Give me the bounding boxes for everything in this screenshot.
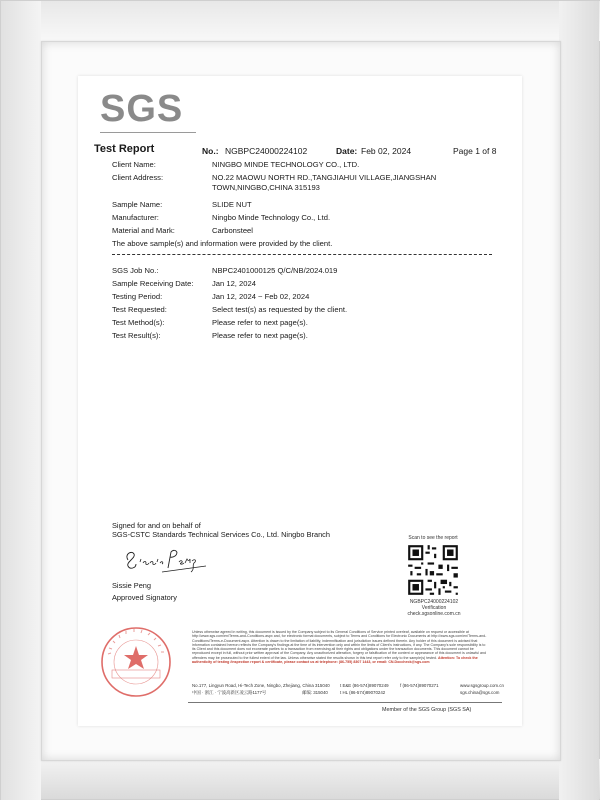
- material: Carbonsteel: [212, 226, 253, 235]
- receiving-date: Jan 12, 2024: [212, 279, 256, 288]
- sgs-member-note: Member of the SGS Group (SGS SA): [382, 707, 472, 713]
- frame-left: [1, 1, 41, 800]
- terms-fine-print: [192, 630, 488, 664]
- job-number: NBPC2401000125 Q/C/NB/2024.019: [212, 266, 338, 275]
- qr-report-code: NGBPC24000224102: [409, 599, 459, 605]
- qr-site: check.sgsonline.com.cn: [407, 611, 461, 617]
- qr-caption: Scan to see the report: [408, 535, 458, 541]
- testing-period: Jan 12, 2024 ~ Feb 02, 2024: [212, 292, 310, 301]
- client-name: NINGBO MINDE TECHNOLOGY CO., LTD.: [212, 160, 360, 169]
- signed-on-behalf: Signed for and on behalf of: [112, 521, 201, 530]
- terms-body: Unless otherwise agreed in writing, this document is issued by the Company subject to its General Conditions of Service printed overleaf, available on request or accessible at http://www.sgs.com/en/Terms-and-Conditions.aspx and, for electronic format documents, subject to Terms and Conditions for Electronic Documents at http://www.sgs.com/en/Terms-and-Conditions/Terms-e-Document.aspx. Attention is drawn to the limitation of liability, indemnification and jurisdiction issues defined therein. Any holder of this document is advised that information contained hereon reflects the Company's findings at the time of its intervention only and within the limits of Client's instructions, if any. The Company's sole responsibility is to its Client and this document does not exonerate parties to a transaction from exercising all their rights and obligations under the transaction documents. This document cannot be reproduced except in full, without prior written approval of the Company. Any unauthorized alteration, forgery or falsification of the content or appearance of this document is unlawful and offenders may be prosecuted to the fullest extent of the law. Unless otherwise stated the results shown in this test report refer only to the sample(s) tested.: [192, 630, 487, 660]
- signing-company: SGS-CSTC Standards Technical Services Co., Ltd. Ningbo Branch: [112, 530, 330, 539]
- client-name-label: Client Name:: [112, 160, 156, 169]
- footer-email[interactable]: sgs.china@sgs.com: [460, 690, 500, 695]
- sample-name-label: Sample Name:: [112, 200, 163, 209]
- dashed-divider: [112, 254, 492, 255]
- report-date-label: Date:: [336, 146, 358, 156]
- test-method-label: Test Method(s):: [112, 318, 165, 327]
- page-indicator: Page 1 of 8: [453, 146, 497, 156]
- report-title: Test Report: [94, 143, 155, 155]
- footer-tel-en: t E&E (86-574)89070249: [340, 683, 389, 688]
- receiving-date-label: Sample Receiving Date:: [112, 279, 194, 288]
- job-number-label: SGS Job No.:: [112, 266, 159, 275]
- test-method: Please refer to next page(s).: [212, 318, 308, 327]
- client-address-label: Client Address:: [112, 173, 164, 182]
- manufacturer: Ningbo Minde Technology Co., Ltd.: [212, 213, 331, 222]
- footer-fax-en: f (86-574)89070271: [400, 683, 439, 688]
- report-number: NGBPC24000224102: [225, 146, 308, 156]
- test-result: Please refer to next page(s).: [212, 331, 308, 340]
- frame-top: [1, 1, 600, 41]
- sample-note: The above sample(s) and information were provided by the client.: [112, 239, 333, 248]
- verification-qr-code[interactable]: [406, 543, 460, 597]
- footer-address-cn: 中国 · 浙江 · 宁波高新区凌云路1177号: [192, 690, 267, 695]
- test-result-label: Test Result(s):: [112, 331, 161, 340]
- sgs-logo-text: SGS: [100, 88, 184, 130]
- report-date: Feb 02, 2024: [361, 146, 412, 156]
- client-address: NO.22 MAOWU NORTH RD.,TANGJIAHUI VILLAGE,JIANGSHAN TOWN,NINGBO,CHINA 315193: [212, 173, 437, 192]
- footer-divider: [188, 702, 502, 703]
- sgs-logo: [100, 88, 196, 130]
- frame-right: [559, 1, 599, 800]
- testing-period-label: Testing Period:: [112, 292, 163, 301]
- company-seal-stamp: [98, 624, 174, 700]
- test-report-document: [78, 76, 522, 726]
- signatory-name: Sissie Peng: [112, 581, 152, 590]
- qr-verification: Verification: [421, 605, 447, 611]
- test-requested-label: Test Requested:: [112, 305, 167, 314]
- footer-tel-cn: t HL (86-574)89070242: [340, 690, 386, 695]
- authenticity-notice: Attention: To check the authenticity of testing /inspection report & certificate, please contact us at telephone: (86-755) 8307 1443, or email: CN.Doccheck@sgs.com: [192, 655, 478, 665]
- report-number-label: No.:: [202, 146, 219, 156]
- footer-website[interactable]: www.sgsgroup.com.cn: [460, 683, 504, 688]
- frame-bottom: [1, 759, 600, 799]
- footer-address-en: No.177, Lingyun Road, Hi-Tech Zone, Ningbo, Zhejiang, China 315040: [192, 683, 330, 688]
- manufacturer-label: Manufacturer:: [112, 213, 159, 222]
- handwritten-signature: [122, 544, 212, 578]
- test-requested: Select test(s) as requested by the client.: [212, 305, 348, 314]
- sample-name: SLIDE NUT: [212, 200, 252, 209]
- material-label: Material and Mark:: [112, 226, 175, 235]
- signatory-title: Approved Signatory: [112, 593, 177, 602]
- logo-underline: [100, 132, 196, 133]
- footer-postcode-cn: 邮编: 315040: [302, 690, 328, 695]
